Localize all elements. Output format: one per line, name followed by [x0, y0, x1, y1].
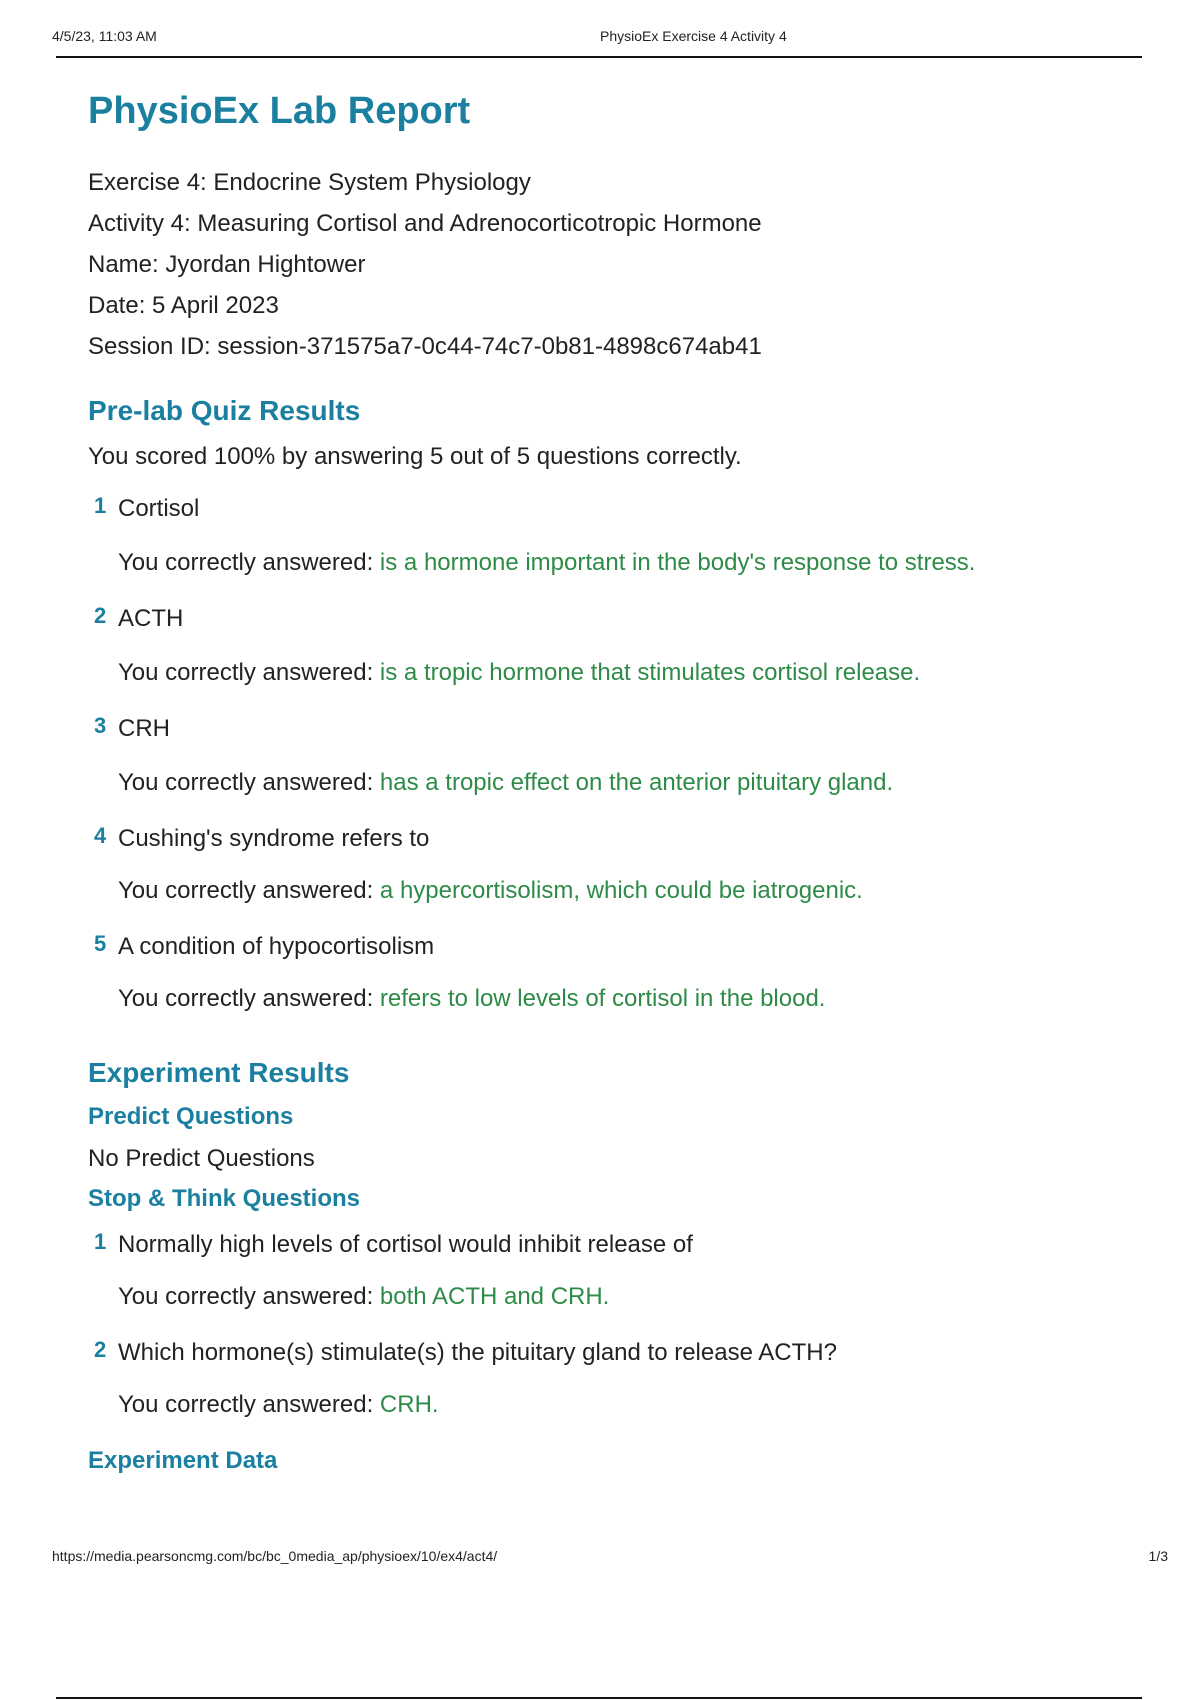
report-content [88, 88, 1128, 1477]
page-number: 1/3 [1148, 1548, 1168, 1564]
question-answer [88, 1281, 1128, 1313]
answer-prefix: You correctly answered: [118, 985, 374, 1012]
stop-think-question [88, 1229, 1128, 1313]
question-text: Normally high levels of cortisol would inhibit release of [118, 1231, 693, 1258]
prelab-summary: You scored 100% by answering 5 out of 5 questions correctly. [88, 443, 742, 470]
print-header [0, 28, 1200, 50]
footer-divider [56, 1697, 1142, 1699]
question-text: A condition of hypocortisolism [118, 933, 435, 960]
print-footer [0, 1548, 1200, 1570]
stop-think-question [88, 1337, 1128, 1421]
predict-text: No Predict Questions [88, 1145, 315, 1172]
correct-answer: is a hormone important in the body's response to stress. [379, 549, 976, 576]
question-text: CRH [118, 715, 170, 742]
prelab-question [88, 931, 1128, 1015]
answer-prefix: You correctly answered: [118, 877, 374, 904]
answer-prefix: You correctly answered: [118, 549, 374, 576]
correct-answer: a hypercortisolism, which could be iatrogenic. [379, 877, 863, 904]
experiment-heading: Experiment Results [88, 1057, 350, 1088]
prelab-question [88, 713, 1128, 799]
question-number: 1 [94, 493, 107, 518]
question-text: Which hormone(s) stimulate(s) the pituitary gland to release ACTH? [118, 1339, 837, 1366]
question-text: Cushing's syndrome refers to [118, 825, 430, 852]
question-answer [88, 657, 1128, 689]
correct-answer: refers to low levels of cortisol in the blood. [379, 985, 826, 1012]
question-number: 5 [94, 931, 107, 956]
question-answer [88, 1389, 1128, 1421]
name-line: Name: Jyordan Hightower [88, 251, 366, 278]
correct-answer: CRH. [379, 1391, 439, 1418]
predict-heading: Predict Questions [88, 1103, 294, 1130]
question-number: 2 [94, 603, 107, 628]
answer-prefix: You correctly answered: [118, 769, 374, 796]
correct-answer: has a tropic effect on the anterior pituitary gland. [379, 769, 894, 796]
prelab-heading: Pre-lab Quiz Results [88, 395, 361, 426]
stop-think-heading: Stop & Think Questions [88, 1185, 361, 1212]
prelab-question [88, 603, 1128, 689]
prelab-question [88, 823, 1128, 907]
question-answer [88, 875, 1128, 907]
question-number: 4 [94, 823, 107, 848]
question-answer [88, 547, 1128, 579]
correct-answer: is a tropic hormone that stimulates cortisol release. [379, 659, 921, 686]
print-page-title: PhysioEx Exercise 4 Activity 4 [600, 28, 787, 44]
question-answer [88, 983, 1128, 1015]
answer-prefix: You correctly answered: [118, 1283, 374, 1310]
question-text: ACTH [118, 605, 184, 632]
experiment-data-heading: Experiment Data [88, 1447, 278, 1474]
report-title: PhysioEx Lab Report [88, 90, 471, 132]
question-text: Cortisol [118, 495, 200, 522]
session-line: Session ID: session-371575a7-0c44-74c7-0b81-4898c674ab41 [88, 333, 762, 360]
date-line: Date: 5 April 2023 [88, 292, 279, 319]
report-meta [88, 162, 1128, 367]
activity-line: Activity 4: Measuring Cortisol and Adrenocorticotropic Hormone [88, 210, 762, 237]
exercise-line: Exercise 4: Endocrine System Physiology [88, 169, 531, 196]
answer-prefix: You correctly answered: [118, 1391, 374, 1418]
page-url: https://media.pearsoncmg.com/bc/bc_0media_ap/physioex/10/ex4/act4/ [52, 1548, 498, 1564]
question-number: 1 [94, 1229, 107, 1254]
header-divider [56, 56, 1142, 58]
print-datetime: 4/5/23, 11:03 AM [52, 28, 157, 44]
answer-prefix: You correctly answered: [118, 659, 374, 686]
prelab-question [88, 493, 1128, 579]
correct-answer: both ACTH and CRH. [379, 1283, 610, 1310]
question-answer [88, 767, 1128, 799]
question-number: 3 [94, 713, 107, 738]
question-number: 2 [94, 1337, 107, 1362]
